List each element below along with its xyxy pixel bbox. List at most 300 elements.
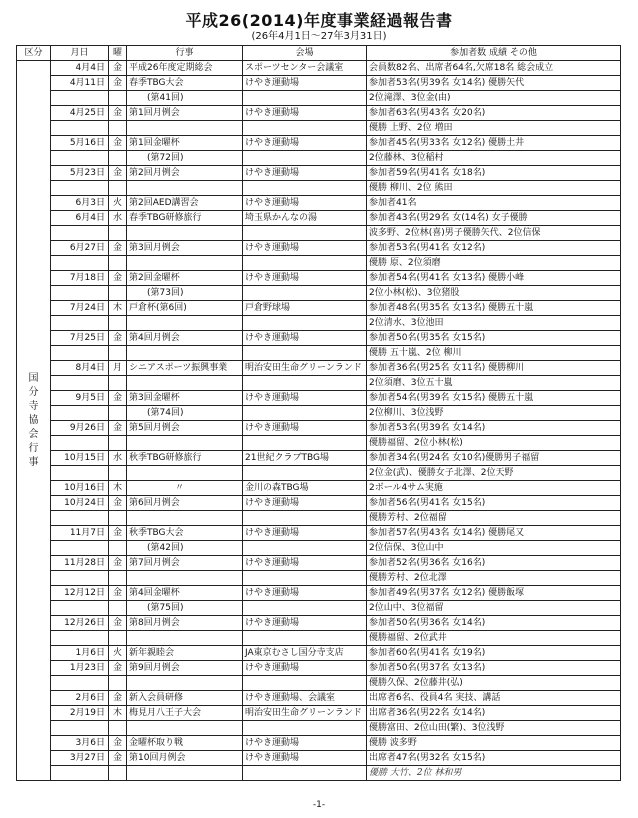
info-cell: 優勝 原、2位須磨 (367, 256, 621, 271)
table-row (17, 166, 621, 181)
event-cell: 第8回月例会 (127, 616, 243, 631)
info-cell: 2ボール4サム実施 (367, 481, 621, 496)
day-cell (109, 256, 127, 271)
date-cell: 4月25日 (51, 106, 109, 121)
info-cell: 参加者48名(男35名 女13名) 優勝五十嵐 (367, 301, 621, 316)
info-cell: 参加者57名(男43名 女14名) 優勝尾又 (367, 526, 621, 541)
venue-cell (243, 286, 367, 301)
venue-cell (243, 511, 367, 526)
day-cell (109, 676, 127, 691)
page-title: 平成26(2014)年度事業経過報告書 (185, 11, 453, 30)
day-cell: 金 (109, 61, 127, 76)
date-cell: 11月7日 (51, 526, 109, 541)
table-row (17, 436, 621, 451)
day-cell: 金 (109, 751, 127, 766)
venue-cell (243, 316, 367, 331)
table-row (17, 586, 621, 601)
venue-cell (243, 181, 367, 196)
info-cell: 参加者43名(男29名 女(14名) 女子優勝 (367, 211, 621, 226)
table-row (17, 121, 621, 136)
event-cell: (第74回) (127, 406, 243, 421)
table-row (17, 706, 621, 721)
info-cell: 優勝 柳川、2位 熊田 (367, 181, 621, 196)
table-row (17, 541, 621, 556)
table-row (17, 226, 621, 241)
info-cell: 優勝芳村、2位福留 (367, 511, 621, 526)
date-cell (51, 226, 109, 241)
kubun-label: 国分寺協会行事 (28, 372, 39, 468)
event-cell: 新入会員研修 (127, 691, 243, 706)
info-cell: 優勝久保、2位藤井(弘) (367, 676, 621, 691)
event-cell: 第7回月例会 (127, 556, 243, 571)
venue-cell: 戸倉野球場 (243, 301, 367, 316)
day-cell (109, 631, 127, 646)
table-row (17, 571, 621, 586)
day-cell: 火 (109, 646, 127, 661)
venue-cell: けやき運動場 (243, 661, 367, 676)
info-cell: 出席者36名(男22名 女14名) (367, 706, 621, 721)
info-cell: 2位信保、3位山中 (367, 541, 621, 556)
report-table (16, 45, 621, 781)
event-cell: (第41回) (127, 91, 243, 106)
table-row (17, 211, 621, 226)
day-cell (109, 121, 127, 136)
date-cell: 8月4日 (51, 361, 109, 376)
event-cell: 金曜杯取り戦 (127, 736, 243, 751)
info-cell: 参加者54名(男39名 女15名) 優勝五十嵐 (367, 391, 621, 406)
event-cell (127, 376, 243, 391)
header-venue: 会場 (243, 46, 367, 61)
date-cell (51, 256, 109, 271)
day-cell (109, 376, 127, 391)
venue-cell (243, 121, 367, 136)
event-cell: 秋季TBG研修旅行 (127, 451, 243, 466)
event-cell: 第1回金曜杯 (127, 136, 243, 151)
date-cell: 1月23日 (51, 661, 109, 676)
info-cell: 参加者56名(男41名 女15名) (367, 496, 621, 511)
date-cell: 3月6日 (51, 736, 109, 751)
day-cell: 金 (109, 106, 127, 121)
date-cell: 7月25日 (51, 331, 109, 346)
info-cell: 参加者60名(男41名 女19名) (367, 646, 621, 661)
table-row (17, 91, 621, 106)
header-date: 月日 (51, 46, 109, 61)
venue-cell: けやき運動場 (243, 736, 367, 751)
event-cell: 第10回月例会 (127, 751, 243, 766)
day-cell (109, 316, 127, 331)
event-cell (127, 631, 243, 646)
event-cell (127, 121, 243, 136)
date-cell: 10月16日 (51, 481, 109, 496)
venue-cell (243, 406, 367, 421)
date-cell: 7月24日 (51, 301, 109, 316)
info-cell: 参加者45名(男33名 女12名) 優勝土井 (367, 136, 621, 151)
day-cell (109, 226, 127, 241)
event-cell (127, 226, 243, 241)
table-row (17, 391, 621, 406)
day-cell: 金 (109, 616, 127, 631)
event-cell: 第2回月例会 (127, 166, 243, 181)
venue-cell: けやき運動場 (243, 136, 367, 151)
table-row (17, 61, 621, 76)
day-cell (109, 436, 127, 451)
info-cell: 出席者47名(男32名 女15名) (367, 751, 621, 766)
table-row (17, 481, 621, 496)
venue-cell (243, 541, 367, 556)
venue-cell (243, 571, 367, 586)
table-row (17, 511, 621, 526)
table-row (17, 616, 621, 631)
date-cell (51, 676, 109, 691)
kubun-cell (17, 61, 51, 781)
day-cell: 木 (109, 301, 127, 316)
table-row (17, 76, 621, 91)
day-cell (109, 346, 127, 361)
date-cell (51, 766, 109, 781)
table-row (17, 331, 621, 346)
info-cell: 2位山中、3位福留 (367, 601, 621, 616)
venue-cell: 埼玉県かんなの湯 (243, 211, 367, 226)
event-cell: (第75回) (127, 601, 243, 616)
venue-cell: けやき運動場 (243, 241, 367, 256)
event-cell: 第6回月例会 (127, 496, 243, 511)
event-cell: 第3回月例会 (127, 241, 243, 256)
table-row (17, 286, 621, 301)
event-cell (127, 721, 243, 736)
event-cell (127, 766, 243, 781)
table-row (17, 361, 621, 376)
day-cell: 火 (109, 196, 127, 211)
event-cell: 第4回月例会 (127, 331, 243, 346)
info-cell: 参加者52名(男36名 女16名) (367, 556, 621, 571)
venue-cell (243, 376, 367, 391)
event-cell: 〃 (127, 481, 243, 496)
info-cell: 参加者63名(男43名 女20名) (367, 106, 621, 121)
venue-cell: けやき運動場 (243, 751, 367, 766)
date-cell: 10月15日 (51, 451, 109, 466)
table-row (17, 736, 621, 751)
venue-cell: けやき運動場 (243, 526, 367, 541)
day-cell: 金 (109, 691, 127, 706)
event-cell: 第1回月例会 (127, 106, 243, 121)
day-cell: 金 (109, 331, 127, 346)
date-cell: 12月12日 (51, 586, 109, 601)
info-cell: 優勝福留、2位武井 (367, 631, 621, 646)
venue-cell: けやき運動場、会議室 (243, 691, 367, 706)
date-cell: 3月27日 (51, 751, 109, 766)
table-row (17, 151, 621, 166)
table-row (17, 556, 621, 571)
info-cell: 参加者53名(男41名 女12名) (367, 241, 621, 256)
day-cell: 水 (109, 211, 127, 226)
event-cell: 戸倉杯(第6回) (127, 301, 243, 316)
info-cell: 2位藤林、3位稲村 (367, 151, 621, 166)
date-cell: 6月4日 (51, 211, 109, 226)
table-row (17, 316, 621, 331)
info-cell: 2位須磨、3位五十嵐 (367, 376, 621, 391)
day-cell: 木 (109, 481, 127, 496)
info-cell: 参加者53名(男39名 女14名) 優勝矢代 (367, 76, 621, 91)
event-cell: (第73回) (127, 286, 243, 301)
info-cell: 2位清水、3位池田 (367, 316, 621, 331)
day-cell: 金 (109, 136, 127, 151)
table-row (17, 301, 621, 316)
venue-cell: けやき運動場 (243, 496, 367, 511)
venue-cell: けやき運動場 (243, 586, 367, 601)
info-cell: 会員数82名、出席者64名,欠席18名 総会成立 (367, 61, 621, 76)
day-cell: 金 (109, 556, 127, 571)
day-cell: 金 (109, 421, 127, 436)
date-cell: 7月18日 (51, 271, 109, 286)
day-cell (109, 511, 127, 526)
table-row (17, 496, 621, 511)
table-row (17, 196, 621, 211)
venue-cell: 明治安田生命グリーンランド (243, 361, 367, 376)
day-cell: 水 (109, 451, 127, 466)
info-cell: 出席者6名、役員4名 実技、講話 (367, 691, 621, 706)
table-header-row (17, 46, 621, 61)
day-cell: 金 (109, 661, 127, 676)
date-cell (51, 121, 109, 136)
event-cell: シニアスポーツ振興事業 (127, 361, 243, 376)
venue-cell: けやき運動場 (243, 331, 367, 346)
info-cell: 優勝富田、2位山田(繁)、3位浅野 (367, 721, 621, 736)
venue-cell (243, 151, 367, 166)
date-cell (51, 346, 109, 361)
table-row (17, 346, 621, 361)
day-cell (109, 91, 127, 106)
info-cell: 参加者36名(男25名 女11名) 優勝柳川 (367, 361, 621, 376)
event-cell: 春季TBG大会 (127, 76, 243, 91)
venue-cell (243, 91, 367, 106)
day-cell (109, 181, 127, 196)
event-cell (127, 511, 243, 526)
date-cell: 1月6日 (51, 646, 109, 661)
info-cell: 優勝芳村、2位北澤 (367, 571, 621, 586)
table-row (17, 271, 621, 286)
info-cell: 優勝 五十嵐、2位 柳川 (367, 346, 621, 361)
event-cell: 第3回金曜杯 (127, 391, 243, 406)
info-cell: 参加者49名(男37名 女12名) 優勝飯塚 (367, 586, 621, 601)
table-row (17, 526, 621, 541)
event-cell: (第42回) (127, 541, 243, 556)
info-cell: 参加者41名 (367, 196, 621, 211)
date-cell (51, 286, 109, 301)
date-cell (51, 151, 109, 166)
day-cell (109, 571, 127, 586)
table-row (17, 421, 621, 436)
header-kubun: 区分 (17, 46, 51, 61)
date-cell: 10月24日 (51, 496, 109, 511)
day-cell: 金 (109, 496, 127, 511)
event-cell: 第5回月例会 (127, 421, 243, 436)
table-row (17, 721, 621, 736)
table-row (17, 136, 621, 151)
table-row (17, 181, 621, 196)
table-row (17, 631, 621, 646)
header-info: 参加者数 成績 その他 (367, 46, 621, 61)
date-cell: 2月6日 (51, 691, 109, 706)
info-cell: 優勝 波多野 (367, 736, 621, 751)
venue-cell: 21世紀クラブTBG場 (243, 451, 367, 466)
event-cell (127, 181, 243, 196)
event-cell (127, 436, 243, 451)
date-cell (51, 376, 109, 391)
table-row (17, 676, 621, 691)
info-cell: 参加者50名(男36名 女14名) (367, 616, 621, 631)
day-cell: 金 (109, 736, 127, 751)
table-body (17, 61, 621, 781)
date-cell: 12月26日 (51, 616, 109, 631)
table-row (17, 601, 621, 616)
info-cell: 2位金(武)、優勝女子北澤、2位天野 (367, 466, 621, 481)
date-cell: 6月3日 (51, 196, 109, 211)
date-cell (51, 91, 109, 106)
date-cell (51, 466, 109, 481)
venue-cell (243, 226, 367, 241)
page-subtitle: (26年4月1日～27年3月31日) (251, 31, 387, 42)
info-cell: 2位滝澤、3位金(由) (367, 91, 621, 106)
venue-cell: けやき運動場 (243, 556, 367, 571)
venue-cell: けやき運動場 (243, 391, 367, 406)
venue-cell (243, 676, 367, 691)
venue-cell: 明治安田生命グリーンランド (243, 706, 367, 721)
date-cell (51, 406, 109, 421)
date-cell: 4月4日 (51, 61, 109, 76)
table-row (17, 406, 621, 421)
info-cell: 参加者53名(男39名 女14名) (367, 421, 621, 436)
venue-cell: スポーツセンター会議室 (243, 61, 367, 76)
table-row (17, 766, 621, 781)
day-cell (109, 286, 127, 301)
venue-cell (243, 466, 367, 481)
table-row (17, 241, 621, 256)
day-cell (109, 406, 127, 421)
info-cell: 優勝 上野、2位 増田 (367, 121, 621, 136)
info-cell: 優勝福留、2位小林(松) (367, 436, 621, 451)
date-cell: 4月11日 (51, 76, 109, 91)
day-cell: 月 (109, 361, 127, 376)
event-cell: 春季TBG研修旅行 (127, 211, 243, 226)
event-cell: 第2回AED講習会 (127, 196, 243, 211)
day-cell (109, 601, 127, 616)
info-cell: 優勝 大竹、2位 林和男 (367, 766, 621, 781)
event-cell: 秋季TBG大会 (127, 526, 243, 541)
date-cell (51, 571, 109, 586)
day-cell (109, 721, 127, 736)
venue-cell (243, 601, 367, 616)
date-cell: 2月19日 (51, 706, 109, 721)
day-cell: 金 (109, 271, 127, 286)
day-cell: 金 (109, 391, 127, 406)
event-cell: 第2回金曜杯 (127, 271, 243, 286)
venue-cell: JA東京むさし国分寺支店 (243, 646, 367, 661)
event-cell (127, 346, 243, 361)
header-day: 曜 (109, 46, 127, 61)
info-cell: 参加者50名(男35名 女15名) (367, 331, 621, 346)
date-cell (51, 511, 109, 526)
date-cell (51, 601, 109, 616)
venue-cell (243, 766, 367, 781)
day-cell (109, 466, 127, 481)
event-cell: 梅見月八王子大会 (127, 706, 243, 721)
date-cell (51, 541, 109, 556)
day-cell (109, 541, 127, 556)
day-cell: 金 (109, 76, 127, 91)
table-row (17, 646, 621, 661)
table-row (17, 661, 621, 676)
info-cell: 参加者34名(男24名 女10名)優勝男子福留 (367, 451, 621, 466)
venue-cell: けやき運動場 (243, 106, 367, 121)
venue-cell (243, 346, 367, 361)
date-cell (51, 181, 109, 196)
table-row (17, 751, 621, 766)
date-cell: 11月28日 (51, 556, 109, 571)
venue-cell: 金川の森TBG場 (243, 481, 367, 496)
venue-cell: けやき運動場 (243, 196, 367, 211)
event-cell: 第9回月例会 (127, 661, 243, 676)
venue-cell (243, 721, 367, 736)
date-cell: 5月16日 (51, 136, 109, 151)
event-cell: 第4回金曜杯 (127, 586, 243, 601)
day-cell (109, 151, 127, 166)
info-cell: 参加者54名(男41名 女13名) 優勝小峰 (367, 271, 621, 286)
date-cell: 5月23日 (51, 166, 109, 181)
date-cell (51, 721, 109, 736)
date-cell: 9月26日 (51, 421, 109, 436)
event-cell (127, 316, 243, 331)
header-event: 行事 (127, 46, 243, 61)
venue-cell: けやき運動場 (243, 616, 367, 631)
day-cell: 金 (109, 166, 127, 181)
event-cell: 平成26年度定期総会 (127, 61, 243, 76)
venue-cell: けやき運動場 (243, 421, 367, 436)
venue-cell: けやき運動場 (243, 76, 367, 91)
venue-cell (243, 256, 367, 271)
venue-cell (243, 631, 367, 646)
table-row (17, 466, 621, 481)
day-cell: 木 (109, 706, 127, 721)
day-cell: 金 (109, 586, 127, 601)
info-cell: 2位小林(松)、3位猪股 (367, 286, 621, 301)
event-cell (127, 571, 243, 586)
event-cell (127, 676, 243, 691)
info-cell: 2位柳川、3位浅野 (367, 406, 621, 421)
venue-cell: けやき運動場 (243, 166, 367, 181)
event-cell (127, 256, 243, 271)
day-cell (109, 766, 127, 781)
venue-cell (243, 436, 367, 451)
date-cell (51, 436, 109, 451)
table-row (17, 691, 621, 706)
date-cell (51, 316, 109, 331)
date-cell (51, 631, 109, 646)
info-cell: 参加者59名(男41名 女18名) (367, 166, 621, 181)
venue-cell: けやき運動場 (243, 271, 367, 286)
date-cell: 6月27日 (51, 241, 109, 256)
info-cell: 参加者50名(男37名 女13名) (367, 661, 621, 676)
table-row (17, 451, 621, 466)
event-cell: 新年親睦会 (127, 646, 243, 661)
table-row (17, 376, 621, 391)
info-cell: 波多野、2位林(喜)男子優勝矢代、2位信保 (367, 226, 621, 241)
day-cell: 金 (109, 526, 127, 541)
event-cell (127, 466, 243, 481)
table-row (17, 106, 621, 121)
page-number: -1- (312, 800, 326, 810)
day-cell: 金 (109, 241, 127, 256)
table-row (17, 256, 621, 271)
